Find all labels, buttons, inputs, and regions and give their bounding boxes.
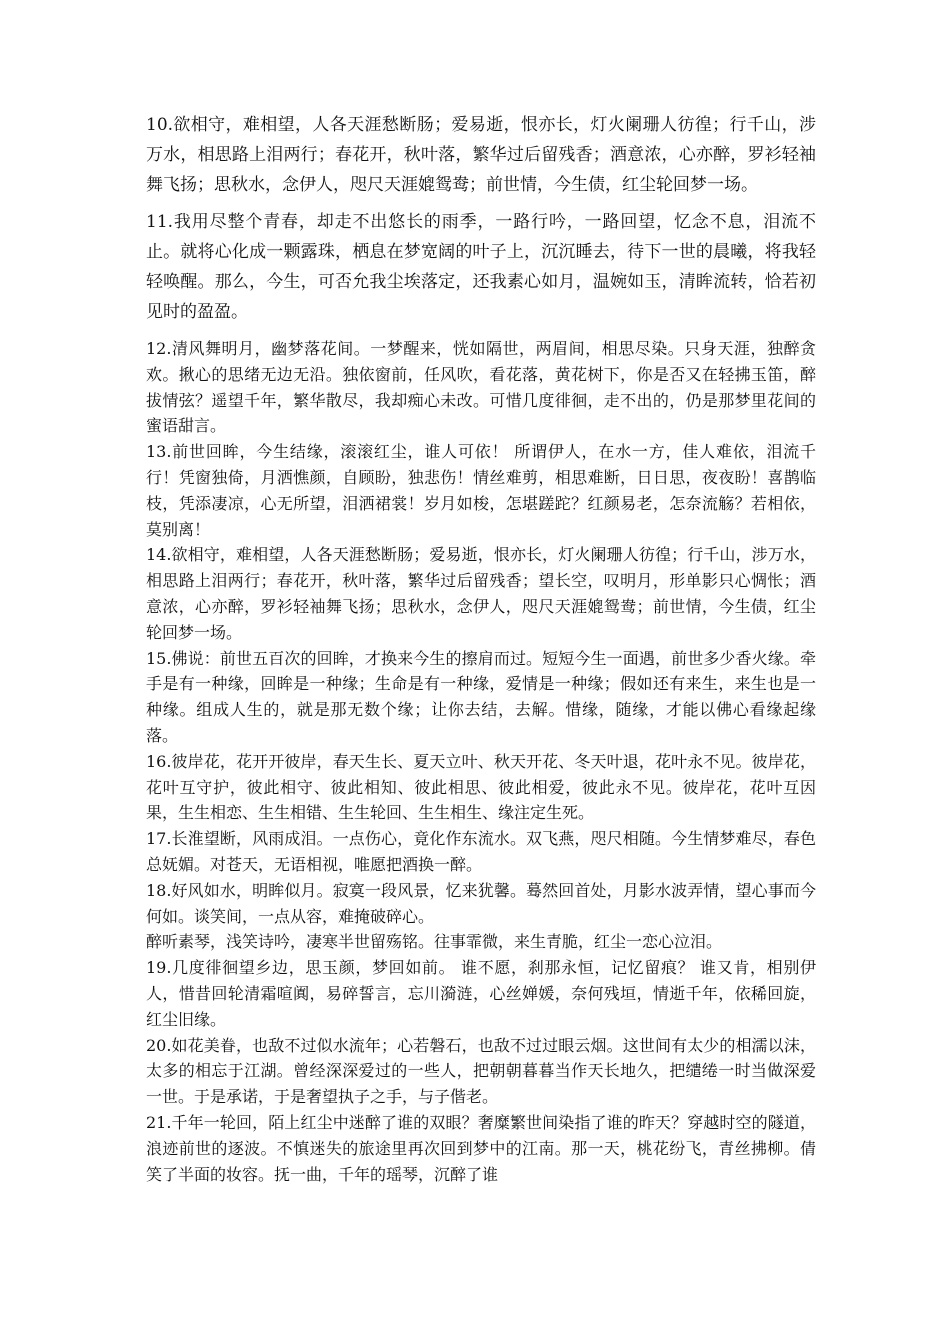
paragraph-21: 21.千年一轮回，陌上红尘中迷醉了谁的双眼？奢糜繁世间染指了谁的昨天？穿越时空的隧道，浪迹前世的逐波。不慎迷失的旅途里再次回到梦中的江南。那一天，桃花纷飞，青丝拂柳。倩笑了半面的妆容。抚一曲，千年的瑶琴，沉醉了谁 <box>146 1112 816 1184</box>
paragraph-10: 10.欲相守，难相望，人各天涯愁断肠；爱易逝，恨亦长，灯火阑珊人彷徨；行千山，涉万水，相思路上泪两行；春花开，秋叶落，繁华过后留残香；酒意浓，心亦醉，罗衫轻袖舞飞扬；思秋水，念伊人，咫尺天涯媲鸳鸯；前世情，今生债，红尘轮回梦一场。 <box>146 115 816 195</box>
paragraph-18: 18.好风如水，明眸似月。寂寞一段风景，忆来犹馨。蓦然回首处，月影水波弄情，望心事而今何如。谈笑间，一点从容，难掩破碎心。 <box>146 880 816 926</box>
paragraph-18-continued: 醉听素琴，浅笑诗吟，凄寒半世留殇铭。往事霏微，来生青脆，红尘一恋心泣泪。 <box>146 932 723 952</box>
document-page <box>146 110 816 1187</box>
paragraph-19: 19.几度徘徊望乡边，思玉颜，梦回如前。 谁不愿，刹那永恒，记忆留痕？ 谁又肯，相别伊人，惜昔回轮清霜喧阗，易碎誓言，忘川漪涟，心丝婵媛，奈何残垣，情逝千年，依稀回旋，红尘旧缘。 <box>146 958 816 1029</box>
paragraph-15: 15.佛说：前世五百次的回眸，才换来今生的擦肩而过。短短今生一面遇，前世多少香火缘。牵手是有一种缘，回眸是一种缘；生命是有一种缘，爱情是一种缘；假如还有来生，来生也是一种缘。组成人生的，就是那无数个缘；让你去结，去解。惜缘，随缘，才能以佛心看缘起缘落。 <box>146 648 816 745</box>
paragraph-11: 11.我用尽整个青春，却走不出悠长的雨季，一路行吟，一路回望，忆念不息，泪流不止。就将心化成一颗露珠，栖息在梦宽阔的叶子上，沉沉睡去，待下一世的晨曦，将我轻轻唤醒。那么，今生，可否允我尘埃落定，还我素心如月，温婉如玉，清眸流转，恰若初见时的盈盈。 <box>146 212 816 322</box>
paragraph-17: 17.长淮望断，风雨成泪。一点伤心，竟化作东流水。双飞燕，咫尺相随。今生情梦难尽，春色总妩媚。对苍天，无语相视，唯愿把酒换一醉。 <box>146 829 816 874</box>
paragraph-20: 20.如花美眷，也敌不过似水流年；心若磐石，也敌不过过眼云烟。这世间有太少的相濡以沫，太多的相忘于江湖。曾经深深爱过的一些人，把朝朝暮暮当作天长地久，把缱绻一时当做深爱一世。于是承诺，于是奢望执子之手，与子偕老。 <box>146 1035 816 1107</box>
paragraph-12: 12.清风舞明月，幽梦落花间。一梦醒来，恍如隔世，两眉间，相思尽染。只身天涯，独醉贪欢。揪心的思绪无边无沿。独依窗前，任风吹，看花落，黄花树下，你是否又在轻拂玉笛，醉拔情弦？遥望千年，繁华散尽，我却痴心未改。可惜几度徘徊，走不出的，仍是那梦里花间的蜜语甜言。 <box>146 339 816 436</box>
paragraph-13: 13.前世回眸，今生结缘，滚滚红尘，谁人可依！ 所谓伊人，在水一方，佳人难依，泪流千行！凭窗独倚，月洒憔颜，自顾盼，独悲伤！情丝难剪，相思难断，日日思，夜夜盼！喜鹊临枝，凭添凄凉，心无所望，泪洒裙裳！岁月如梭，怎堪蹉跎？红颜易老，怎奈流觞？若相依，莫别离！ <box>146 442 816 539</box>
paragraph-16: 16.彼岸花，花开开彼岸，春天生长、夏天立叶、秋天开花、冬天叶退，花叶永不见。彼岸花，花叶互守护，彼此相守、彼此相知、彼此相思、彼此相爱，彼此永不见。彼岸花，花叶互因果，生生相恋、生生相错、生生轮回、生生相生、缘注定生死。 <box>146 751 816 823</box>
paragraph-14: 14.欲相守，难相望，人各天涯愁断肠；爱易逝，恨亦长，灯火阑珊人彷徨；行千山，涉万水，相思路上泪两行；春花开，秋叶落，繁华过后留残香；望长空，叹明月，形单影只心惆怅；酒意浓，心亦醉，罗衫轻袖舞飞扬；思秋水，念伊人，咫尺天涯媲鸳鸯；前世情，今生债，红尘轮回梦一场。 <box>146 545 816 642</box>
